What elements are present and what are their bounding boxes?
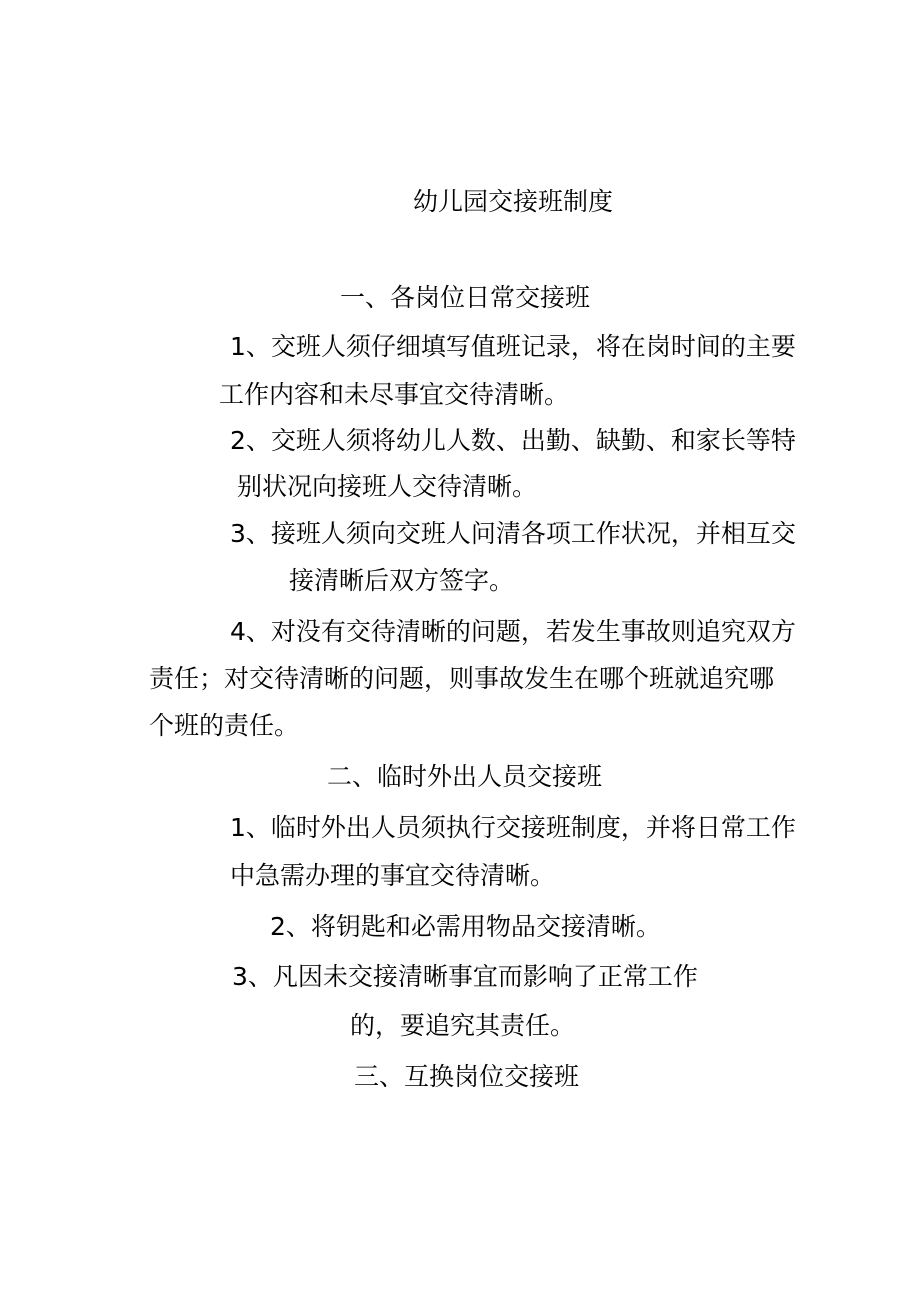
section-heading: 一、各岗位日常交接班 (340, 283, 591, 312)
paragraph-line: 工作内容和未尽事宜交待清晰。 (219, 380, 570, 409)
paragraph-line: 接清晰后双方签字。 (289, 566, 515, 595)
paragraph-line: 个班的责任。 (149, 711, 300, 740)
paragraph-line: 3、接班人须向交班人问清各项工作状况，并相互交 (230, 519, 796, 548)
paragraph-line: 的，要追究其责任。 (350, 1011, 576, 1040)
paragraph-line: 别状况向接班人交待清晰。 (237, 472, 538, 501)
document-title: 幼儿园交接班制度 (413, 187, 614, 216)
paragraph-line: 中急需办理的事宜交待清晰。 (230, 861, 556, 890)
paragraph-line: 1、临时外出人员须执行交接班制度，并将日常工作 (230, 813, 796, 842)
section-heading: 二、临时外出人员交接班 (327, 762, 603, 791)
paragraph-line: 4、对没有交待清晰的问题，若发生事故则追究双方 (230, 617, 796, 646)
paragraph-line: 责任；对交待清晰的问题，则事故发生在哪个班就追究哪 (149, 664, 775, 693)
paragraph-line: 3、凡因未交接清晰事宜而影响了正常工作 (232, 962, 698, 991)
paragraph-line: 1、交班人须仔细填写值班记录，将在岗时间的主要 (230, 332, 796, 361)
paragraph-line: 2、交班人须将幼儿人数、出勤、缺勤、和家长等特 (230, 426, 796, 455)
section-heading: 三、互换岗位交接班 (354, 1062, 580, 1091)
paragraph-line: 2、将钥匙和必需用物品交接清晰。 (270, 912, 661, 941)
